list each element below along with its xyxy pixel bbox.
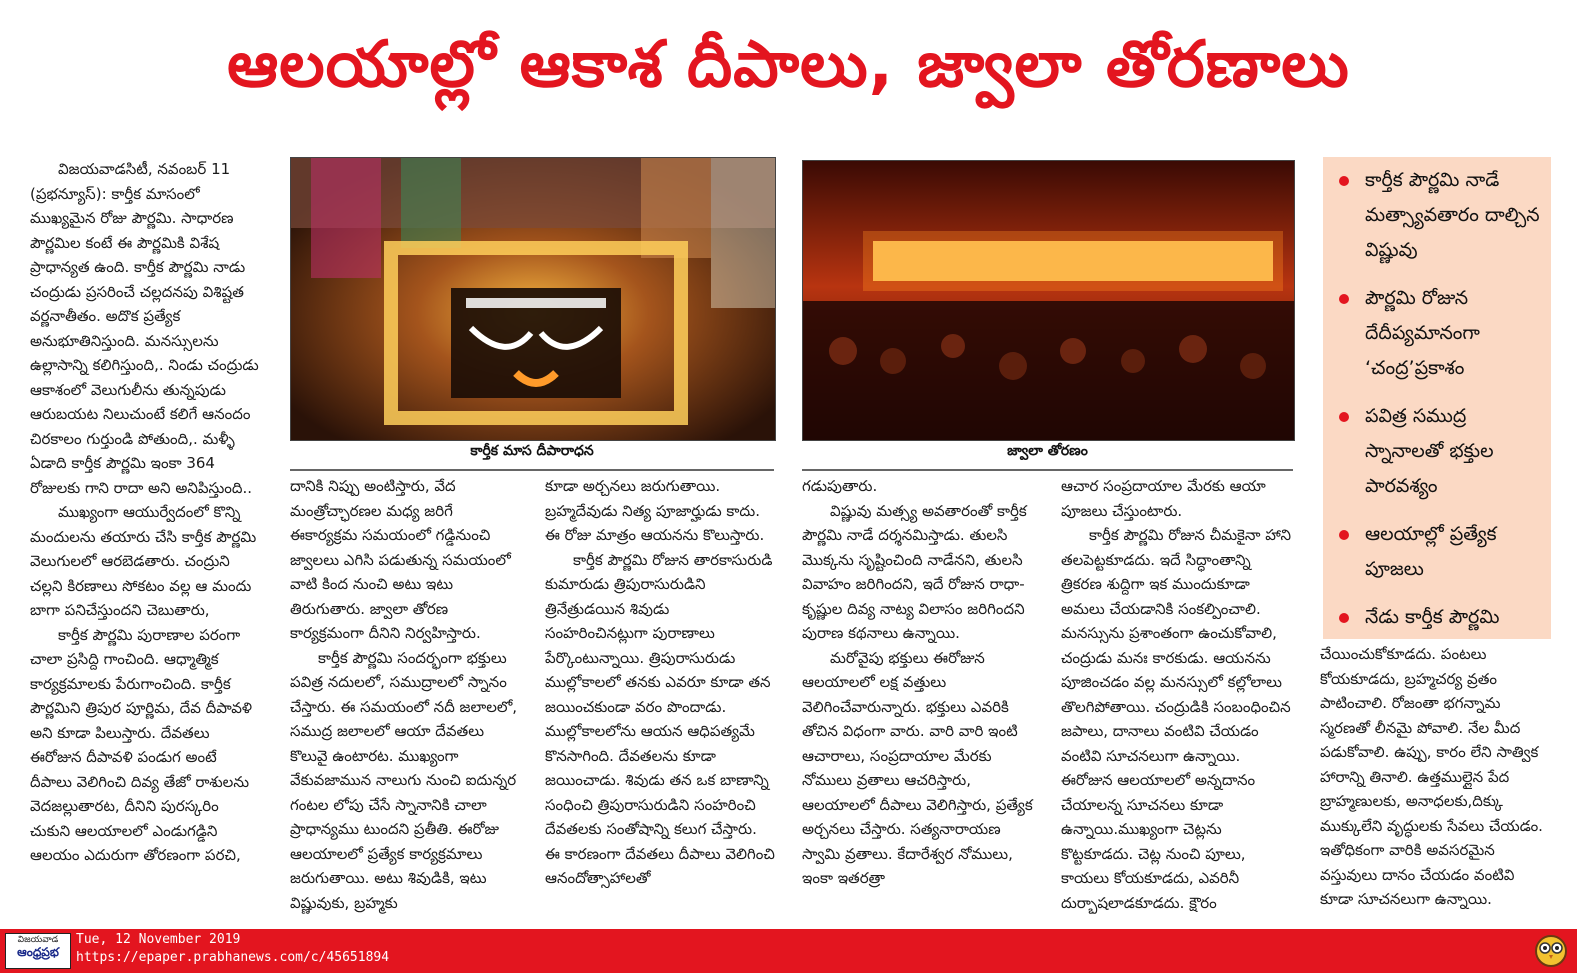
caption-rule-left [290, 469, 774, 471]
bullet-icon [1339, 294, 1349, 304]
paragraph: ముఖ్యంగా ఆయుర్వేదంలో కొన్ని మందులను తయారు చేసి కార్తీక పౌర్ణమి వెలుగులలో ఆరబెడతారు. చంద్రుని చల్లని కిరణాలు సోకటం వల్ల ఆ మందు బాగా పనిచేస్తుందని చెబుతారు, [30, 503, 257, 619]
article-column-2 [290, 474, 522, 914]
bullet-icon [1339, 176, 1349, 186]
highlight-item: కార్తీక పౌర్ణమి నాడే మత్స్యావతారం దాల్చిన విష్ణువు [1335, 163, 1543, 268]
highlight-item: పౌర్ణమి రోజున దేదీప్యమానంగా ‘చంద్ర’ప్రకాశం [1335, 281, 1543, 386]
headline: ఆలయాల్లో ఆకాశ దీపాలు, జ్వాలా తోరణాలు [227, 28, 1350, 102]
lamps-image [291, 158, 775, 440]
highlights-box [1323, 157, 1551, 639]
paragraph: దానికి నిప్పు అంటిస్తారు, వేద మంత్రోచ్ఛారణల మధ్య జరిగే ఈకార్యక్రమ సమయంలో గడ్డినుంచి జ్వాలలు ఎగిసి పడుతున్న సమయంలో వాటి కింద నుంచి అటు ఇటు తిరుగుతారు. జ్వాలా తోరణ కార్యక్రమంగా దీనిని నిర్వహిస్తారు. [290, 477, 511, 642]
paragraph: కూడా అర్చనలు జరుగుతాయి. బ్రహ్మదేవుడు నిత్య పూజార్హుడు కాదు. ఈ రోజు మాత్రం ఆయనను కొలుస్తారు. [545, 477, 765, 544]
bullet-icon [1339, 412, 1349, 422]
highlight-item: పవిత్ర సముద్ర స్నానాలతో భక్తుల పారవశ్యం [1335, 399, 1543, 504]
paragraph: విష్ణువు మత్స్య అవతారంతో కార్తీక పౌర్ణమి నాడే దర్శనమిస్తాడు. తులసి మొక్కను సృష్టించింది నాడేనని, తులసి వివాహం జరిగిందని, ఇదే రోజున రాధా- కృష్ణుల దివ్య నాట్య విలాసం జరిగిందని పురాణ కథనాలు ఉన్నాయి. [802, 501, 1027, 642]
footer-info [76, 931, 389, 967]
photo-deeparadhana [290, 157, 776, 441]
caption-rule-right [802, 469, 1293, 471]
photo-caption-left: కార్తీక మాస దీపారాధన [470, 443, 594, 459]
article-column-1 [30, 157, 262, 912]
paragraph: విజయవాడసిటీ, నవంబర్ 11 (ప్రభన్యూస్): కార్తీక మాసంలో ముఖ్యమైన రోజు పౌర్ణమి. సాధారణ పౌర్ణమిల కంటే ఈ పౌర్ణమికి విశేష ప్రాధాన్యత ఉంది. కార్తీక పౌర్ణమి నాడు చంద్రుడు ప్రసరించే చల్లదనపు విశిష్టత వర్ణనాతీతం. అదొక ప్రత్యేక అనుభూతినిస్తుంది. మనస్సులను ఉల్లాసాన్ని కలిగిస్తుంది,. నిండు చంద్రుడు ఆకాశంలో వెలుగులీను తున్నపుడు ఆరుబయట నిలుచుంటే కలిగే ఆనందం చిరకాలం గుర్తుండి పోతుంది,. మళ్ళీ ఏడాది కార్తీక పౌర్ణమి ఇంకా 364 రోజులకు గాని రాదా అని అనిపిస్తుంది.. [30, 160, 259, 497]
article-column-6 [1320, 642, 1552, 914]
paragraph: గడుపుతారు. [802, 477, 878, 495]
paragraph: కార్తీక పౌర్ణమి పురాణాల పరంగా చాలా ప్రసిద్ది గాంచింది. ఆధ్మాత్మిక కార్యక్రమాలకు పేరుగాంచింది. కార్తీక పౌర్ణమిని త్రిపుర పూర్ణిమ, దేవ దీపావళి అని కూడా పిలుస్తారు. దేవతలు ఈరోజున దీపావళి పండుగ అంటే దీపాలు వెలిగించి దివ్య తేజో రాశులను వెదజల్లుతారట, దీనిని పురస్కరిం చుకుని ఆలయాలలో ఎండుగడ్డిని ఆలయం ఎదురుగా తోరణంగా పరచి, [30, 625, 253, 864]
photo-jwala-thoranam [802, 160, 1295, 441]
fire-arch-image [803, 161, 1294, 440]
highlight-item: ఆలయాల్లో ప్రత్యేక పూజలు [1335, 517, 1543, 587]
epaper-link[interactable]: https://epaper.prabhanews.com/c/45651894 [76, 950, 390, 965]
article-column-3 [545, 474, 775, 914]
bullet-icon [1339, 613, 1349, 623]
logo-name: ఆంధ్రప్రభ [17, 945, 59, 959]
paragraph: ఆచార సంప్రదాయాల మేరకు ఆయా పూజలు చేస్తుంటారు. [1061, 477, 1266, 520]
owl-icon[interactable] [1533, 932, 1569, 968]
paragraph: మరోవైపు భక్తులు ఈరోజున ఆలయాలలో లక్ష వత్తులు వెలిగించేవారున్నారు. భక్తులు ఎవరికి తోచిన విధంగా వారు. వారి వారి ఇంటి ఆచారాలు, సంప్రదాయాల మేరకు నోములు వ్రతాలు ఆచరిస్తారు, ఆలయాలలో దీపాలు వెలిగిస్తారు, ప్రత్యేక అర్చనలు చేస్తారు. సత్యనారాయణ స్వామి వ్రతాలు. కేదారేశ్వర నోములు, ఇంకా ఇతరత్రా [802, 648, 1033, 887]
paragraph: చేయించుకోకూడదు. పంటలు కోయకూడదు, బ్రహ్మచర్య వ్రతం పాటించాలి. రోజంతా భగన్నామ స్మరణతో లీనమై పోవాలి. నేల మీద పడుకోవాలి. ఉప్పు, కారం లేని సాత్విక హారాన్ని తినాలి. ఉత్తముల్లైన పేద బ్రాహ్మణులకు, అనాధలకు,దిక్కు ముక్కులేని వృద్ధులకు సేవలు చేయడం. ఇతోధికంగా వారికి అవసరమైన వస్తువులు దానం చేయడం వంటివి కూడా సూచనలుగా ఉన్నాయి. [1320, 645, 1543, 908]
newspaper-logo[interactable] [5, 933, 71, 969]
logo-edition: విజయవాడ [17, 935, 59, 945]
paragraph: కార్తీక పౌర్ణమి రోజున తారకాసురుడి కుమారుడు త్రిపురాసురుడిని త్రినేత్రుడయిన శివుడు సంహరించినట్లుగా పురాణాలు పేర్కొంటున్నాయి. త్రిపురాసురుడు ముల్లోకాలలో తనకు ఎవరూ కూడా తన జయించకుండా వరం పొందాడు. ముల్లోకాలలోను ఆయన ఆధిపత్యమే కొనసాగింది. దేవతలను కూడా జయించాడు. శివుడు తన ఒక బాణాన్ని సంధించి త్రిపురాసురుడిని సంహరించి దేవతలకు సంతోషాన్ని కలుగ చేస్తారు. ఈ కారణంగా దేవతలు దీపాలు వెలిగించి ఆనందోత్సాహాలతో [545, 550, 775, 887]
edition-date: Tue, 12 November 2019 [76, 932, 241, 947]
article-column-4 [802, 474, 1038, 914]
bullet-icon [1339, 530, 1349, 540]
highlight-item: నేడు కార్తీక పౌర్ణమి [1335, 600, 1543, 635]
photo-caption-right: జ్వాలా తోరణం [1007, 443, 1088, 459]
paragraph: కార్తీక పౌర్ణమి రోజున చీమకైనా హాని తలపెట్టకూడదు. ఇదే సిద్ధాంతాన్ని త్రికరణ శుద్దిగా ఇక ముందుకూడా అమలు చేయడానికి సంకల్పించాలి. మనస్సును ప్రశాంతంగా ఉంచుకోవాలి, చంద్రుడు మనః కారకుడు. ఆయనను పూజించడం వల్ల మనస్సులో కల్లోలాలు తొలగిపోతాయి. చంద్రుడికి సంబంధించిన జపాలు, దానాలు వంటివి చేయడం వంటివి సూచనలుగా ఉన్నాయి. ఈరోజున ఆలయాలలో అన్నదానం చేయాలన్న సూచనలు కూడా ఉన్నాయి.ముఖ్యంగా చెట్లను కొట్టకూడదు. చెట్ల నుంచి పూలు, కాయలు కోయకూడదు, ఎవరినీ దుర్భాషలాడకూడదు. క్షౌరం [1061, 526, 1291, 912]
paragraph: కార్తీక పౌర్ణమి సందర్భంగా భక్తులు పవిత్ర నదులలో, సముద్రాలలో స్నానం చేస్తారు. ఈ సమయంలో నదీ జలాలలో, సముద్ర జలాలలో ఆయా దేవతలు కొలువై ఉంటారట. ముఖ్యంగా వేకువజామున నాలుగు నుంచి ఐదున్నర గంటల లోపు చేసే స్నానానికి చాలా ప్రాధాన్యము టుందని ప్రతీతి. ఈరోజు ఆలయాలలో ప్రత్యేక కార్యక్రమాలు జరుగుతాయి. అటు శివుడికి, ఇటు విష్ణువుకు, బ్రహ్మకు [290, 648, 518, 912]
article-column-5 [1061, 474, 1295, 914]
